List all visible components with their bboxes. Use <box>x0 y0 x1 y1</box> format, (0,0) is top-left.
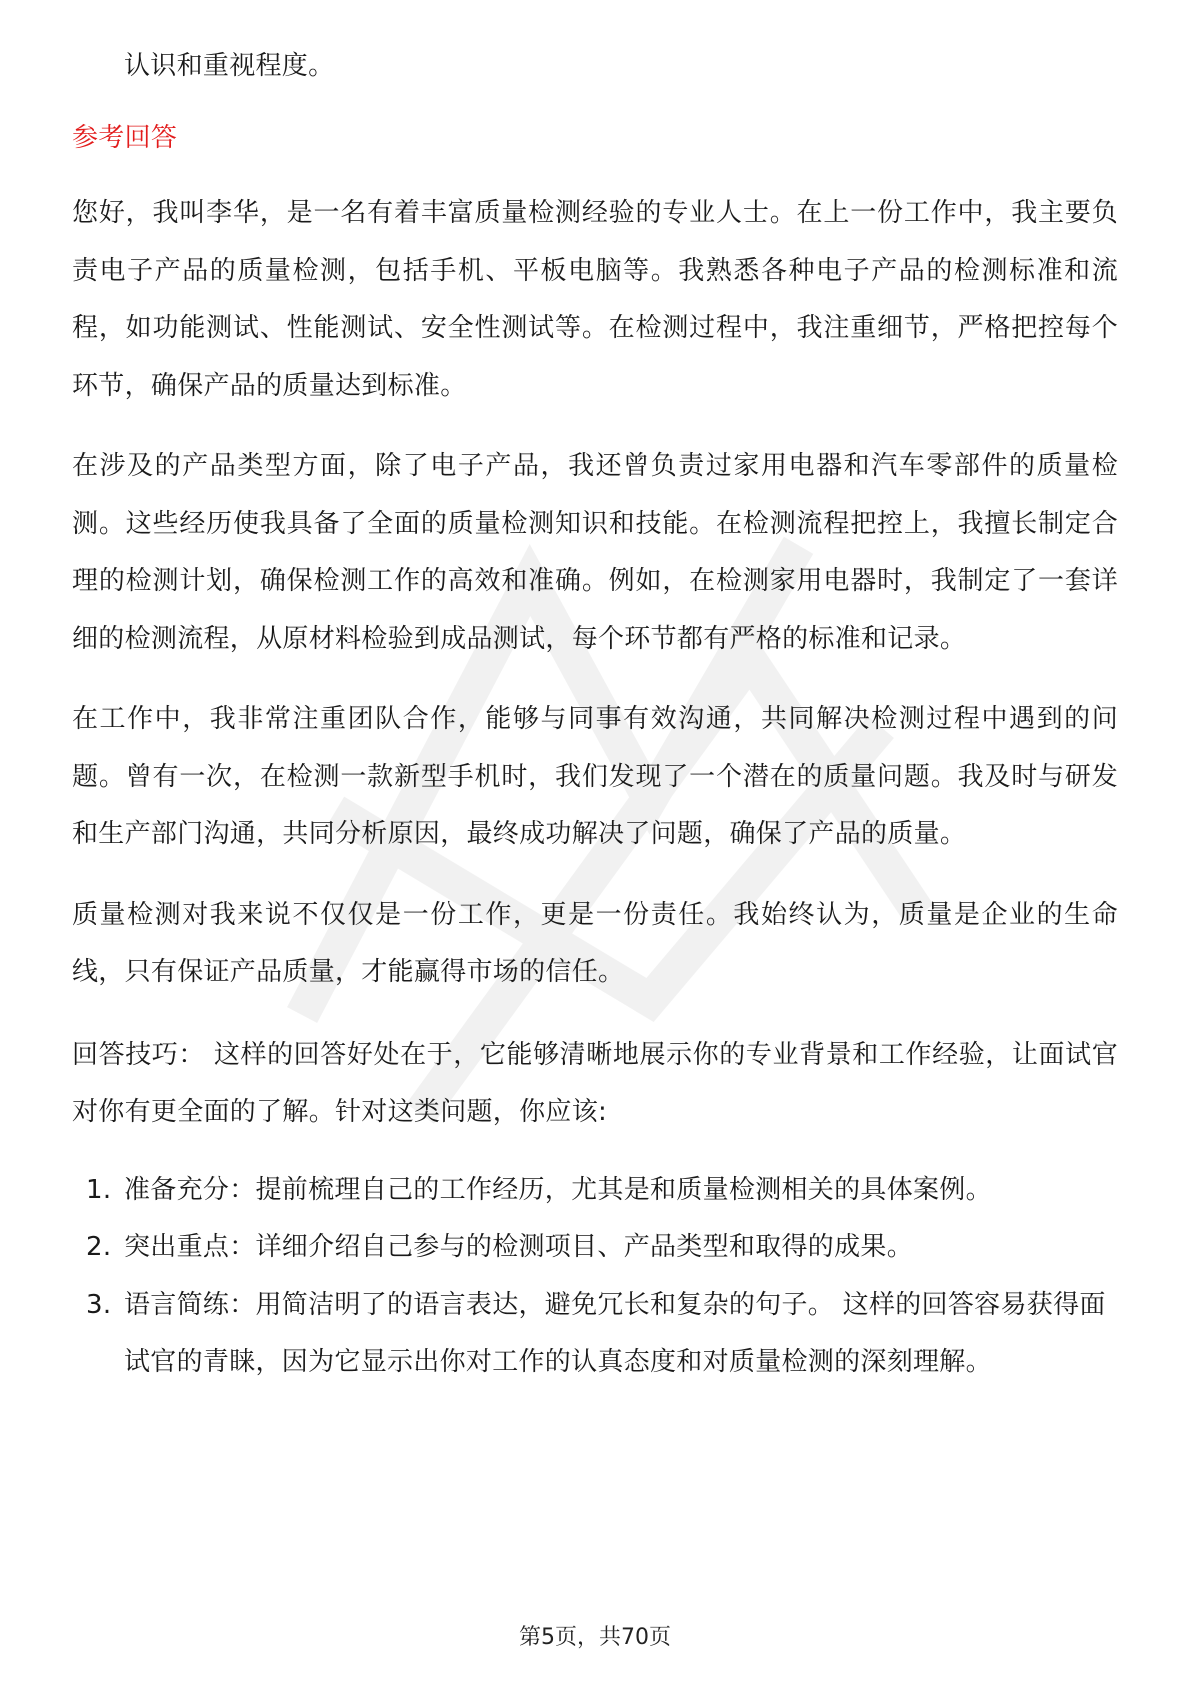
answer-paragraph-2: 在涉及的产品类型方面，除了电子产品，我还曾负责过家用电器和汽车零部件的质量检测。这些经历使我具备了全面的质量检测知识和技能。在检测流程把控上，我擅长制定合理的检测计划，确保检测工作的高效和准确。例如，在检测家用电器时，我制定了一套详细的检测流程，从原材料检验到成品测试，每个环节都有严格的标准和记录。 <box>72 451 1118 654</box>
section-heading: 参考回答 <box>72 122 178 153</box>
answer-paragraph-3: 在工作中，我非常注重团队合作，能够与同事有效沟通，共同解决检测过程中遇到的问题。曾有一次，在检测一款新型手机时，我们发现了一个潜在的质量问题。我及时与研发和生产部门沟通，共同分析原因，最终成功解决了问题，确保了产品的质量。 <box>72 704 1118 849</box>
tips-list <box>72 1162 1118 1392</box>
list-item-number: 2. <box>86 1232 112 1262</box>
list-item-number: 3. <box>86 1289 112 1320</box>
list-item-text: 突出重点：详细介绍自己参与的检测项目、产品类型和取得的成果。 <box>124 1232 914 1262</box>
page-number-footer: 第5页，共70页 <box>519 1625 671 1650</box>
list-item <box>72 1219 1118 1277</box>
list-item-text: 语言简练：用简洁明了的语言表达，避免冗长和复杂的句子。 这样的回答容易获得面试官的青睐，因为它显示出你对工作的认真态度和对质量检测的深刻理解。 <box>124 1289 1106 1377</box>
answer-paragraph-1: 您好，我叫李华，是一名有着丰富质量检测经验的专业人士。在上一份工作中，我主要负责电子产品的质量检测，包括手机、平板电脑等。我熟悉各种电子产品的检测标准和流程，如功能测试、性能测试、安全性测试等。在检测过程中，我注重细节，严格把控每个环节，确保产品的质量达到标准。 <box>72 198 1118 401</box>
list-item <box>72 1162 1118 1220</box>
tips-intro: 回答技巧： 这样的回答好处在于，它能够清晰地展示你的专业背景和工作经验，让面试官对你有更全面的了解。针对这类问题，你应该: <box>72 1039 1118 1127</box>
answer-paragraph-4: 质量检测对我来说不仅仅是一份工作，更是一份责任。我始终认为，质量是企业的生命线，只有保证产品质量，才能赢得市场的信任。 <box>72 899 1118 987</box>
list-item-text: 准备充分：提前梳理自己的工作经历，尤其是和质量检测相关的具体案例。 <box>124 1174 992 1205</box>
document-body <box>72 38 1118 1392</box>
continuation-line: 认识和重视程度。 <box>124 51 335 81</box>
list-item <box>72 1277 1118 1392</box>
list-item-number: 1. <box>86 1174 112 1205</box>
